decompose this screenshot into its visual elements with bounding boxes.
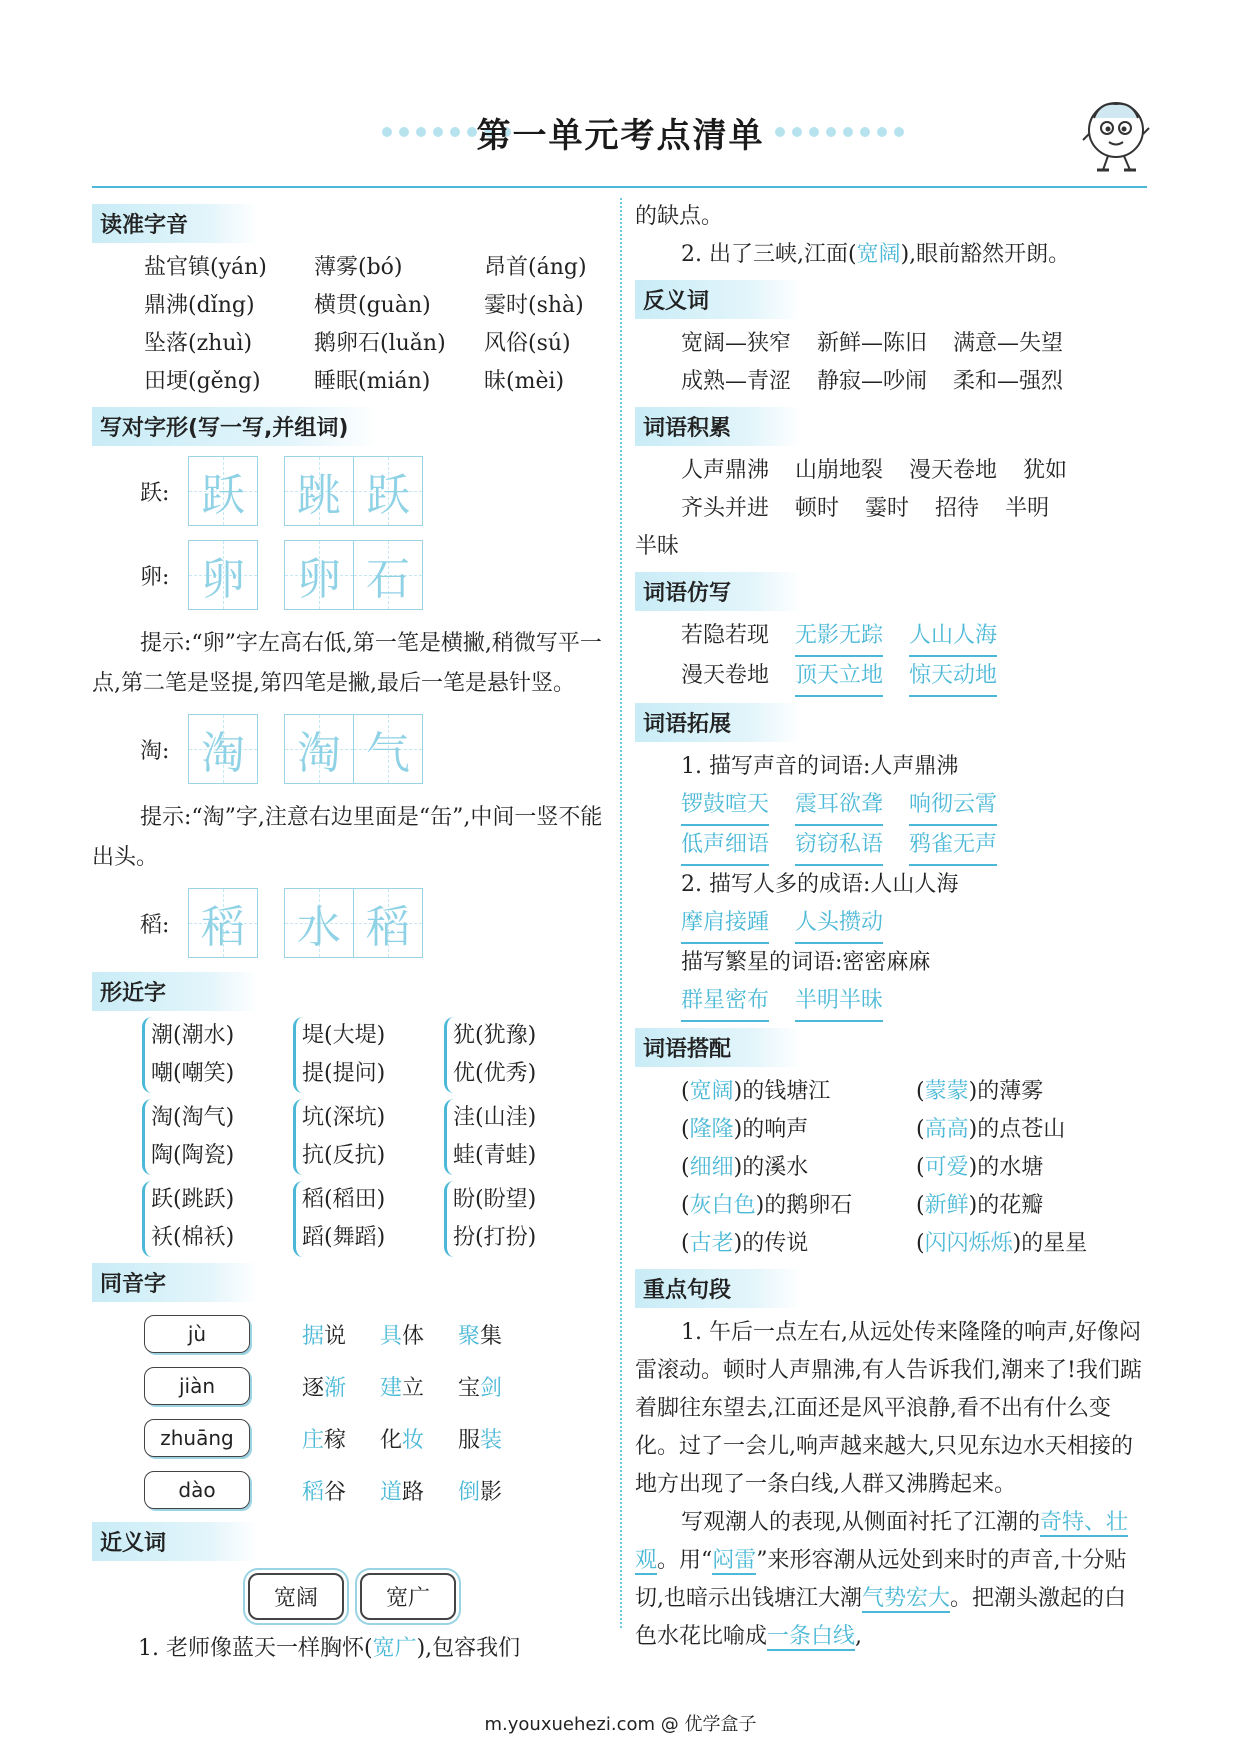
similar-item: 洼(山洼) — [453, 1105, 537, 1130]
expand-heading: 1. 描写声音的词语:人声鼎沸 — [681, 754, 959, 779]
match-item: (高高)的点苍山 — [916, 1117, 1066, 1142]
synonym-box: 宽广 — [360, 1573, 456, 1620]
similar-item: 抗(反抗) — [302, 1143, 386, 1168]
similar-item: 嘲(嘲笑) — [151, 1061, 235, 1086]
match-item: (闪闪烁烁)的星星 — [916, 1231, 1088, 1256]
section-match: 词语搭配 — [635, 1028, 801, 1067]
match-row — [635, 1073, 1147, 1111]
similar-item: 稻(稻田) — [302, 1187, 386, 1212]
similar-item: 堤(大堤) — [302, 1023, 386, 1048]
similar-item: 提(提问) — [302, 1061, 386, 1086]
char-practice-row — [140, 888, 612, 958]
char-label: 淘: — [140, 738, 170, 764]
similar-item: 陶(陶瓷) — [151, 1143, 235, 1168]
pinyin-item: 盐官镇(yán) — [144, 255, 267, 280]
match-list — [635, 1073, 1147, 1263]
section-homophone: 同音字 — [92, 1263, 258, 1302]
section-synonym: 近义词 — [92, 1522, 258, 1561]
similar-item: 扮(打扮) — [453, 1225, 537, 1250]
char-box: 淘 — [284, 714, 354, 784]
homophone-word: 据说 — [302, 1323, 347, 1349]
homophone-word: 逐渐 — [302, 1375, 347, 1401]
section-accum: 词语积累 — [635, 407, 801, 446]
char-box: 淘 — [188, 714, 258, 784]
match-item: (宽阔)的钱塘江 — [681, 1079, 831, 1104]
left-column — [92, 198, 612, 1668]
match-row — [635, 1149, 1147, 1187]
homophone-word: 倒影 — [458, 1479, 503, 1505]
homophone-word: 聚集 — [458, 1323, 503, 1349]
pinyin-item: 霎时(shà) — [484, 293, 584, 318]
similar-item: 蹈(舞蹈) — [302, 1225, 386, 1250]
char-box: 跃 — [188, 456, 258, 526]
similar-item: 袄(棉袄) — [151, 1225, 235, 1250]
imitate-row: 漫天卷地 顶天立地 惊天动地 — [635, 657, 1147, 697]
homophone-word: 庄稼 — [302, 1427, 347, 1453]
char-box: 气 — [354, 714, 423, 784]
similar-item: 蛙(青蛙) — [453, 1143, 537, 1168]
antonym-row: 宽阔—狭窄 新鲜—陈旧 满意—失望 — [681, 331, 1064, 356]
char-practice-row — [140, 540, 612, 610]
expand-words: 摩肩接踵 人头攒动 — [635, 904, 1147, 944]
header-rule — [92, 186, 1147, 188]
pinyin-box: jù — [144, 1315, 250, 1353]
match-item: (隆隆)的响声 — [681, 1117, 809, 1142]
homophone-row — [92, 1464, 612, 1516]
homophone-word: 宝剑 — [458, 1375, 503, 1401]
imitate-row: 若隐若现 无影无踪 人山人海 — [635, 617, 1147, 657]
match-row — [635, 1187, 1147, 1225]
pinyin-row — [92, 249, 612, 287]
antonym-row: 成熟—青涩 静寂—吵闹 柔和—强烈 — [681, 369, 1064, 394]
section-key: 重点句段 — [635, 1269, 801, 1308]
match-item: (蒙蒙)的薄雾 — [916, 1079, 1044, 1104]
expand-words: 锣鼓喧天 震耳欲聋 响彻云霄 — [635, 786, 1147, 826]
match-item: (灰白色)的鹅卵石 — [681, 1193, 853, 1218]
footer-url: m.youxuehezi.com @ 优学盒子 — [484, 1714, 757, 1735]
key-analysis: 写观潮人的表现,从侧面衬托了江潮的奇特、壮观。用“闷雷”来形容潮从远处到来时的声音,十分贴切,也暗示出钱塘江大潮气势宏大。把潮头激起的白色水花比喻成一条白线, — [635, 1510, 1129, 1649]
accum-row: 人声鼎沸 山崩地裂 漫天卷地 犹如 — [681, 458, 1068, 483]
char-box: 稻 — [188, 888, 258, 958]
pinyin-box: jiàn — [144, 1367, 250, 1405]
similar-item: 盼(盼望) — [453, 1187, 537, 1212]
expand-words: 低声细语 窃窃私语 鸦雀无声 — [635, 826, 1147, 866]
homophone-word: 化妆 — [380, 1427, 425, 1453]
pinyin-item: 鹅卵石(luǎn) — [314, 331, 446, 356]
similar-item: 跃(跳跃) — [151, 1187, 235, 1212]
accum-row: 齐头并进 顿时 霎时 招待 半明 — [681, 496, 1050, 521]
section-expand: 词语拓展 — [635, 703, 801, 742]
hint-text: 提示:“卵”字左高右低,第一笔是横撇,稍微写平一点,第二笔是竖提,第四笔是撇,最后一笔是悬针竖。 — [92, 631, 602, 696]
match-row — [635, 1225, 1147, 1263]
pinyin-item: 田埂(gěng) — [144, 369, 261, 394]
similar-item: 犹(犹豫) — [453, 1023, 537, 1048]
hint-text: 提示:“淘”字,注意右边里面是“缶”,中间一竖不能出头。 — [92, 805, 603, 870]
char-practice-row — [140, 714, 612, 784]
section-write: 写对字形(写一写,并组词) — [92, 407, 378, 446]
char-box: 稻 — [354, 888, 423, 958]
homophone-list — [92, 1308, 612, 1516]
pinyin-item: 鼎沸(dǐng) — [144, 293, 255, 318]
homophone-word: 稻谷 — [302, 1479, 347, 1505]
section-imitate: 词语仿写 — [635, 572, 801, 611]
expand-heading: 2. 描写人多的成语:人山人海 — [681, 872, 959, 897]
accum-cont: 半昧 — [635, 534, 680, 559]
pinyin-list — [92, 249, 612, 401]
synonym-box: 宽阔 — [248, 1573, 344, 1620]
homophone-row — [92, 1308, 612, 1360]
match-item: (古老)的传说 — [681, 1231, 809, 1256]
pinyin-item: 横贯(guàn) — [314, 293, 431, 318]
page-title: 第一单元考点清单 — [476, 116, 765, 156]
synonym-sentence: 1. 老师像蓝天一样胸怀(宽广),包容我们 — [138, 1636, 521, 1661]
homophone-word: 服装 — [458, 1427, 503, 1453]
right-column — [635, 198, 1147, 1656]
match-item: (可爱)的水塘 — [916, 1155, 1044, 1180]
char-box: 石 — [354, 540, 423, 610]
pinyin-box: dào — [144, 1471, 250, 1509]
char-box: 卵 — [188, 540, 258, 610]
key-paragraph: 1. 午后一点左右,从远处传来隆隆的响声,好像闷雷滚动。顿时人声鼎沸,有人告诉我们,潮来了!我们踮着脚往东望去,江面还是风平浪静,看不出有什么变化。过了一会儿,响声越来越大,只见东边水天相接的地方出现了一条白线,人群又沸腾起来。 — [635, 1320, 1142, 1497]
pinyin-row — [92, 325, 612, 363]
pinyin-item: 昧(mèi) — [484, 369, 565, 394]
similar-item: 潮(潮水) — [151, 1023, 235, 1048]
synonym-sentence: 2. 出了三峡,江面(宽阔),眼前豁然开朗。 — [681, 242, 1071, 267]
similar-item: 坑(深坑) — [302, 1105, 386, 1130]
pinyin-item: 坠落(zhuì) — [144, 331, 253, 356]
expand-words: 群星密布 半明半昧 — [635, 982, 1147, 1022]
similar-group — [92, 1099, 612, 1175]
similar-item: 优(优秀) — [453, 1061, 537, 1086]
mascot-icon — [1080, 94, 1152, 174]
char-label: 跃: — [140, 480, 170, 506]
section-similar: 形近字 — [92, 972, 258, 1011]
column-divider — [620, 198, 622, 1628]
pinyin-row — [92, 363, 612, 401]
char-practice-row — [140, 456, 612, 526]
homophone-word: 建立 — [380, 1375, 425, 1401]
pinyin-item: 风俗(sú) — [484, 331, 571, 356]
char-box: 跃 — [354, 456, 423, 526]
homophone-word: 道路 — [380, 1479, 425, 1505]
homophone-row — [92, 1412, 612, 1464]
similar-group — [92, 1017, 612, 1093]
homophone-word: 具体 — [380, 1323, 425, 1349]
match-item: (新鲜)的花瓣 — [916, 1193, 1044, 1218]
match-row — [635, 1111, 1147, 1149]
pinyin-box: zhuāng — [144, 1419, 250, 1457]
pinyin-item: 薄雾(bó) — [314, 255, 403, 280]
char-box: 卵 — [284, 540, 354, 610]
section-read: 读准字音 — [92, 204, 258, 243]
char-label: 卵: — [140, 564, 170, 590]
homophone-row — [92, 1360, 612, 1412]
char-box: 跳 — [284, 456, 354, 526]
expand-heading: 描写繁星的词语:密密麻麻 — [681, 950, 931, 975]
synonym-sentence-cont: 的缺点。 — [635, 204, 724, 229]
pinyin-item: 睡眠(mián) — [314, 369, 431, 394]
section-antonym: 反义词 — [635, 280, 801, 319]
pinyin-item: 昂首(áng) — [484, 255, 587, 280]
match-item: (细细)的溪水 — [681, 1155, 809, 1180]
similar-item: 淘(淘气) — [151, 1105, 235, 1130]
synonym-pair — [92, 1573, 612, 1620]
similar-group — [92, 1181, 612, 1257]
char-label: 稻: — [140, 912, 170, 938]
pinyin-row — [92, 287, 612, 325]
char-box: 水 — [284, 888, 354, 958]
title-dots-right — [775, 127, 904, 137]
